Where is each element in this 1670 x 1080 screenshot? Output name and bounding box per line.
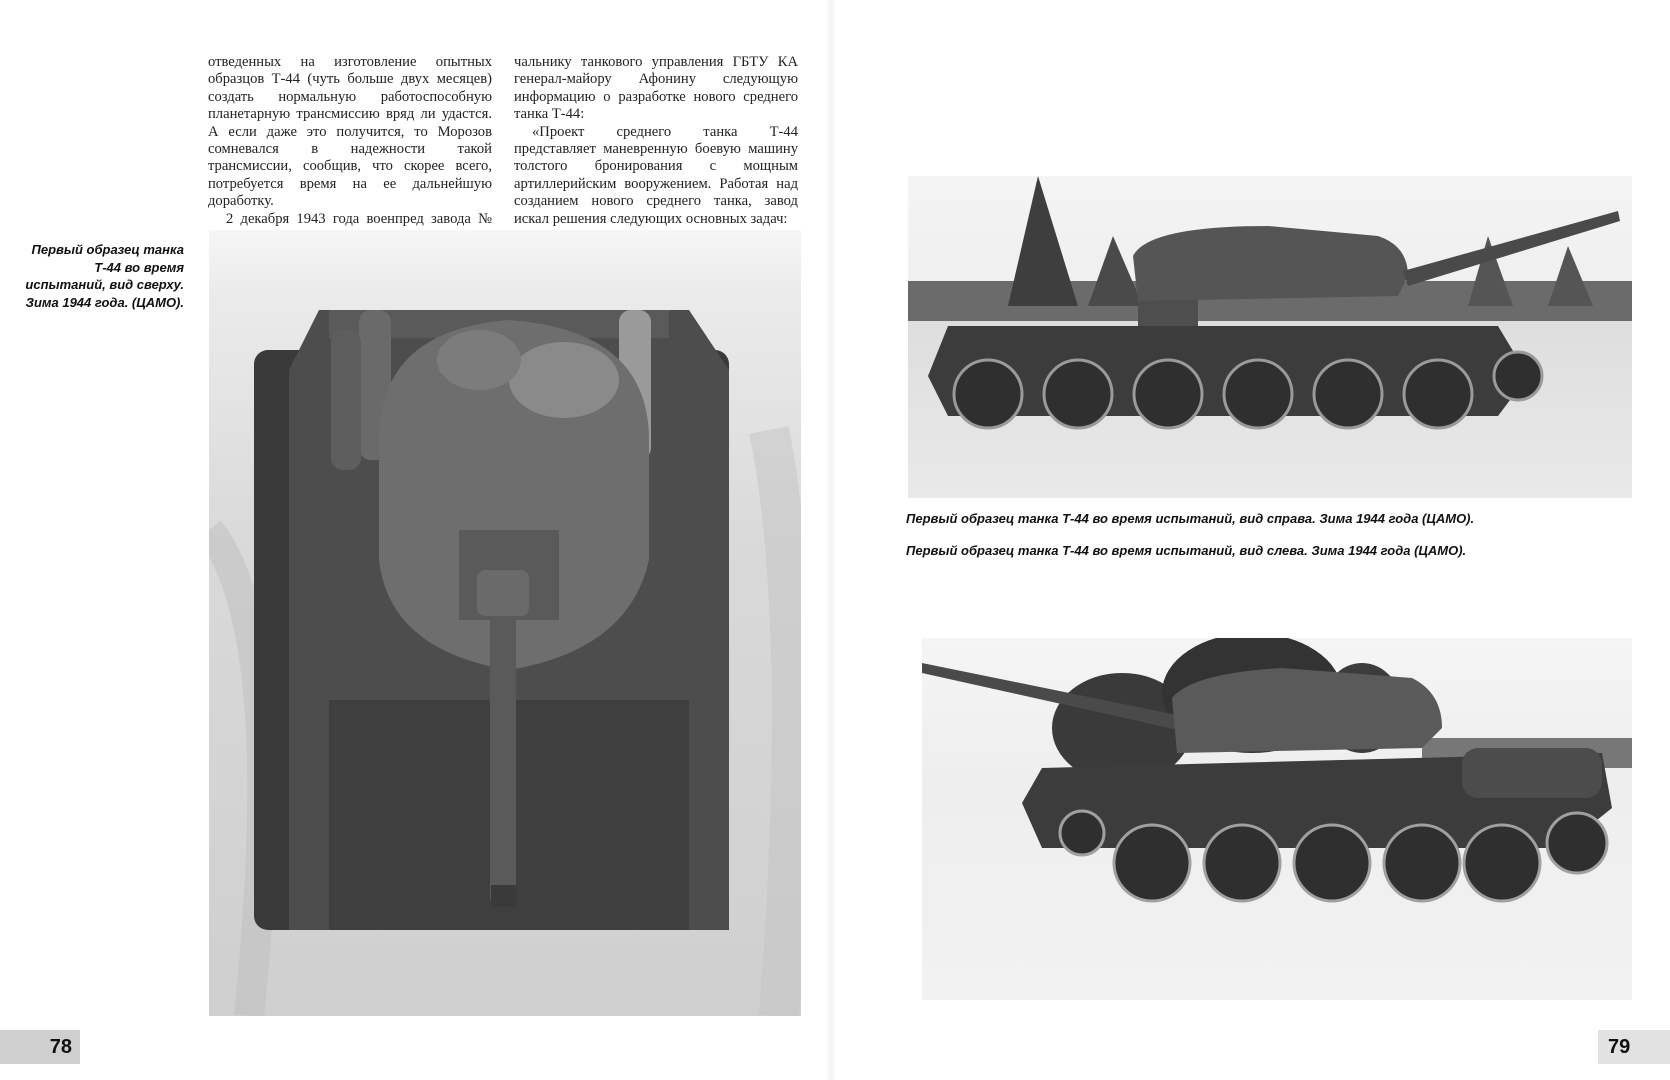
paragraph: «Проект среднего танка Т-44 представляет маневренную боевую машину толстого бронирования с мощным артиллерийским вооружением. Работая над созданием нового среднего танка, завод искал решения следующих основных задач: — [514, 123, 798, 227]
text-column-2 — [514, 54, 798, 228]
photo-tank-right-view — [908, 176, 1632, 498]
tank-top-view-illustration — [209, 230, 801, 1016]
paragraph: 2 декабря 1943 года военпред завода № — [226, 210, 492, 227]
page-gutter — [826, 0, 836, 1080]
paragraph: отведенных на изготовление опытных образцов Т-44 (чуть больше двух месяцев) создать нормальную работоспособную планетарную трансмиссию вряд ли удастся. А если даже это получится, то Морозов сомневался в надежности такой трансмиссии, сообщив, что скорее всего, потребуется время на ее дальнейшую доработку. — [208, 54, 492, 210]
tank-right-view-illustration — [908, 176, 1632, 498]
photo-tank-left-view — [922, 638, 1632, 1000]
page-number-left: 78 — [0, 1030, 80, 1064]
paragraph: чальнику танкового управления ГБТУ КА генерал-майору Афонину следующую информацию о разработке нового среднего танка Т-44: — [514, 54, 798, 123]
page-number-right: 79 — [1598, 1030, 1670, 1064]
text-column-1 — [208, 54, 492, 245]
photo-caption-right-view: Первый образец танка Т-44 во время испытаний, вид справа. Зима 1944 года (ЦАМО). — [906, 511, 1475, 526]
photo-caption-top-view: Первый образец танка Т-44 во время испытаний, вид сверху. Зима 1944 года. (ЦАМО). — [25, 242, 184, 310]
photo-tank-top-view — [209, 230, 801, 1016]
photo-caption-left-view: Первый образец танка Т-44 во время испытаний, вид слева. Зима 1944 года (ЦАМО). — [906, 543, 1467, 558]
tank-left-view-illustration — [922, 638, 1632, 1000]
